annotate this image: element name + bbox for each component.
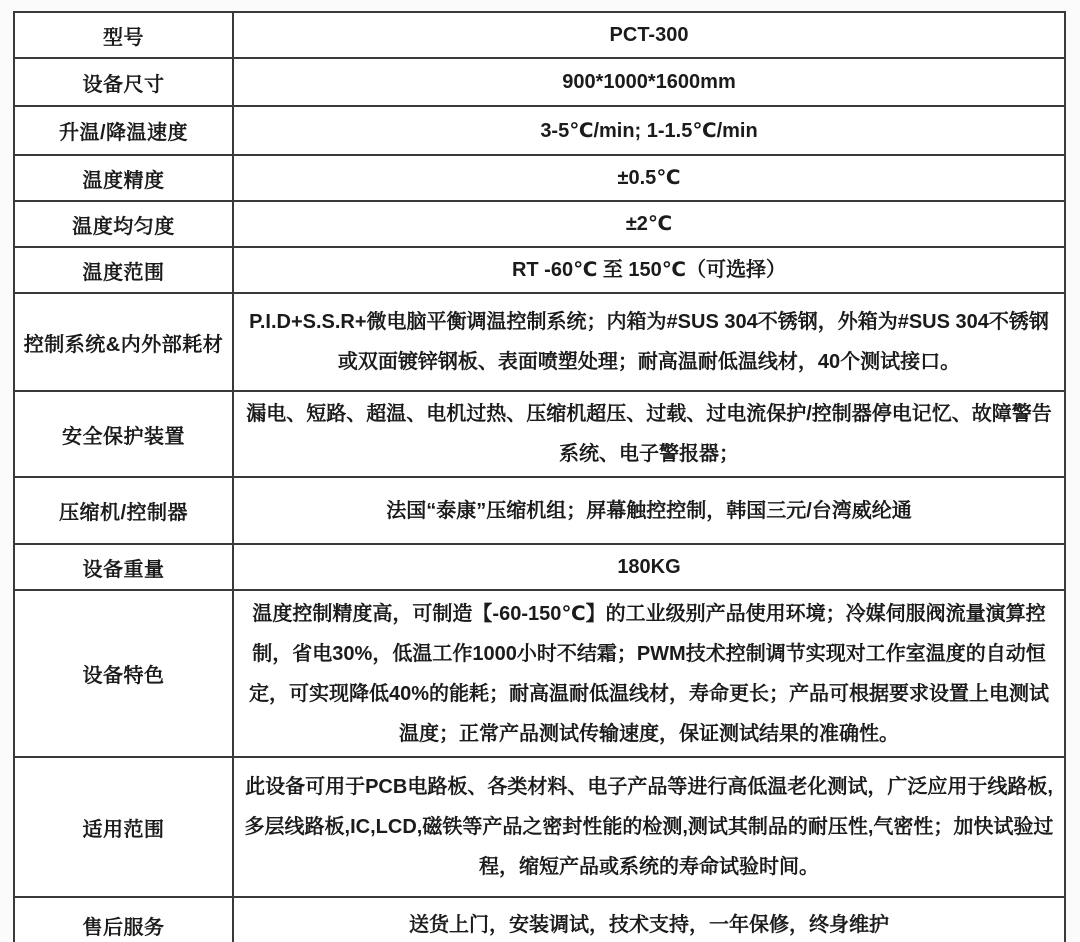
table-row	[14, 247, 1065, 293]
table-row	[14, 477, 1065, 544]
spec-row-value: ±2℃	[233, 201, 1065, 247]
spec-row-value: 900*1000*1600mm	[233, 58, 1065, 106]
spec-row-label: 设备尺寸	[14, 58, 233, 106]
spec-row-value: 温度控制精度高，可制造【-60-150℃】的工业级别产品使用环境；冷媒伺服阀流量演算控制，省电30%，低温工作1000小时不结霜；PWM技术控制调节实现对工作室温度的自动恒定，可实现降低40%的能耗；耐高温耐低温线材，寿命更长；产品可根据要求设置上电测试温度；正常产品测试传输速度，保证测试结果的准确性。	[233, 590, 1065, 757]
spec-row-label: 适用范围	[14, 757, 233, 897]
table-row	[14, 391, 1065, 477]
spec-row-value: 漏电、短路、超温、电机过热、压缩机超压、过载、过电流保护/控制器停电记忆、故障警告系统、电子警报器；	[233, 391, 1065, 477]
spec-row-label: 压缩机/控制器	[14, 477, 233, 544]
spec-row-label: 设备特色	[14, 590, 233, 757]
table-row	[14, 590, 1065, 757]
spec-row-value: PCT-300	[233, 12, 1065, 58]
spec-row-label: 设备重量	[14, 544, 233, 590]
spec-row-label: 温度范围	[14, 247, 233, 293]
spec-row-value: 3-5℃/min; 1-1.5℃/min	[233, 106, 1065, 155]
table-row	[14, 12, 1065, 58]
spec-row-value: 180KG	[233, 544, 1065, 590]
product-spec-table	[13, 11, 1066, 942]
table-row	[14, 897, 1065, 942]
spec-row-label: 安全保护装置	[14, 391, 233, 477]
spec-row-value: 此设备可用于PCB电路板、各类材料、电子产品等进行高低温老化测试，广泛应用于线路板,多层线路板,IC,LCD,磁铁等产品之密封性能的检测,测试其制品的耐压性,气密性；加快试验过程，缩短产品或系统的寿命试验时间。	[233, 757, 1065, 897]
table-row	[14, 58, 1065, 106]
spec-row-label: 售后服务	[14, 897, 233, 942]
spec-row-value: P.I.D+S.S.R+微电脑平衡调温控制系统；内箱为#SUS 304不锈钢，外箱为#SUS 304不锈钢或双面镀锌钢板、表面喷塑处理；耐高温耐低温线材，40个测试接口。	[233, 293, 1065, 391]
table-row	[14, 293, 1065, 391]
table-row	[14, 155, 1065, 201]
spec-row-label: 温度精度	[14, 155, 233, 201]
spec-row-label: 控制系统&内外部耗材	[14, 293, 233, 391]
spec-row-value: 送货上门，安装调试，技术支持，一年保修，终身维护	[233, 897, 1065, 942]
table-row	[14, 201, 1065, 247]
spec-row-value: ±0.5℃	[233, 155, 1065, 201]
table-row	[14, 757, 1065, 897]
spec-row-label: 升温/降温速度	[14, 106, 233, 155]
table-row	[14, 106, 1065, 155]
spec-row-value: RT -60℃ 至 150℃（可选择）	[233, 247, 1065, 293]
table-row	[14, 544, 1065, 590]
spec-row-label: 型号	[14, 12, 233, 58]
spec-row-value: 法国“泰康”压缩机组；屏幕触控控制，韩国三元/台湾威纶通	[233, 477, 1065, 544]
spec-row-label: 温度均匀度	[14, 201, 233, 247]
